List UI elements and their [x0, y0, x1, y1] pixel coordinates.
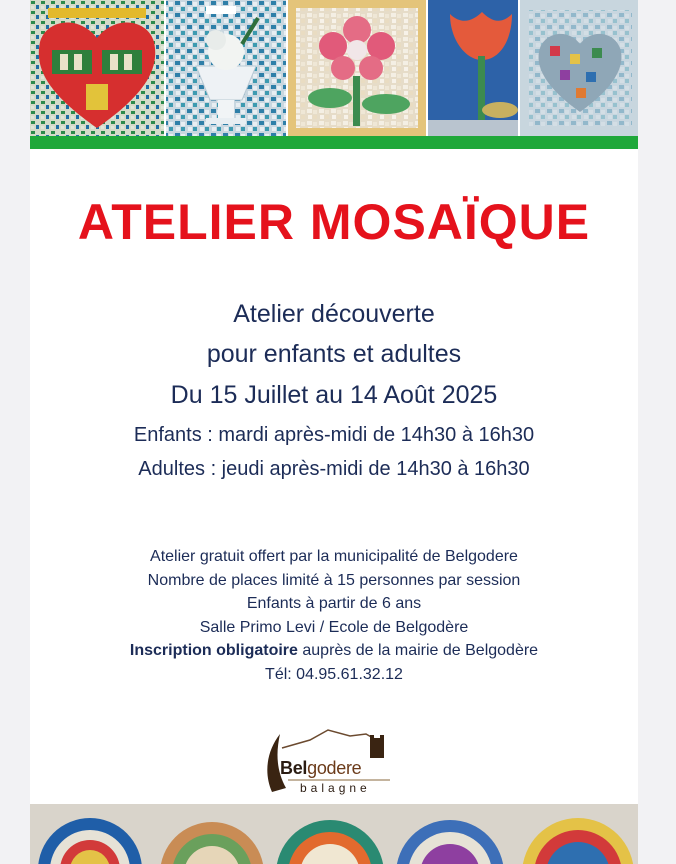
info-phone-line: Tél: 04.95.61.32.12: [265, 665, 403, 683]
event-dates: Du 15 Juillet au 14 Août 2025: [170, 381, 498, 409]
registration-place: auprès de la mairie de Belgodère: [297, 642, 539, 659]
page-title: ATELIER MOSAÏQUE: [77, 194, 591, 250]
logo-brand-bold: Bel: [280, 758, 308, 778]
info-location-line: Salle Primo Levi / Ecole de Belgodère: [199, 618, 469, 636]
logo-brand: [280, 758, 361, 779]
info-places-line: Nombre de places limité à 15 personnes par session: [147, 571, 521, 589]
mosaic-tulip-icon: [428, 0, 518, 136]
subtitle-line-1: Atelier découverte: [233, 300, 435, 328]
mosaic-banner-top: [30, 0, 638, 136]
info-age-line: Enfants à partir de 6 ans: [246, 595, 422, 612]
mosaic-flower-icon: [288, 0, 426, 136]
mosaic-heart-icon: [520, 0, 638, 136]
green-divider-bar: [30, 136, 638, 149]
info-block: [30, 545, 638, 686]
subtitle-line-2: pour enfants et adultes: [206, 340, 462, 368]
info-registration-line: [30, 639, 638, 663]
belgodere-logo: [258, 722, 398, 800]
logo-brand-rest: godere: [307, 758, 362, 778]
mosaic-heart-house-icon: [30, 0, 164, 136]
mosaic-banner-bottom: [30, 804, 638, 864]
children-schedule: Enfants : mardi après-midi de 14h30 à 16h30: [133, 424, 535, 446]
logo-subtitle: balagne: [300, 781, 371, 795]
mosaic-ice-cream-icon: [166, 0, 286, 136]
registration-required-label: Inscription obligatoire: [129, 642, 298, 659]
info-free-line: Atelier gratuit offert par la municipalité de Belgodere: [150, 548, 518, 565]
adults-schedule: Adultes : jeudi après-midi de 14h30 à 16h30: [138, 458, 530, 480]
